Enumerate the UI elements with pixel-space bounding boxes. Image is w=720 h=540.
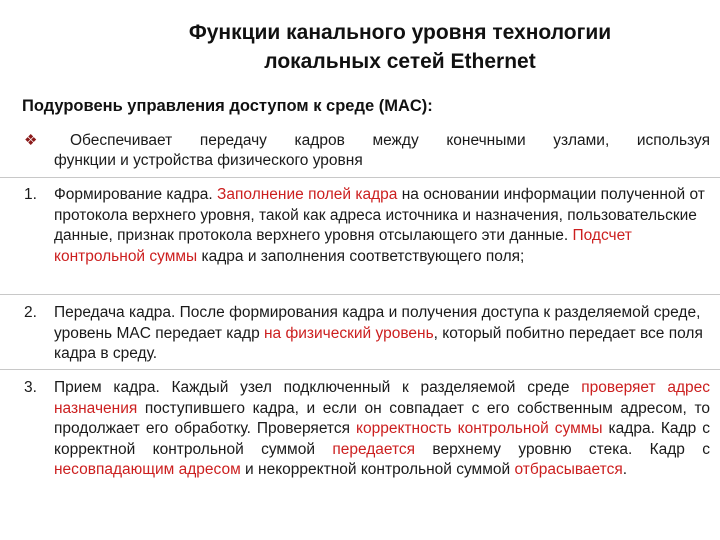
text-segment: на основании информации полученной от протокола верхнего уровня, такой как адреса источника и назначения, пользовательские данные, признак протокола верхнего уровня отсылающего эти данные. [54, 186, 705, 244]
text-segment: Прием кадра. Каждый узел подключенный к разделяемой среде [54, 379, 582, 396]
highlighted-text: передается [332, 440, 416, 458]
bullet-point [24, 131, 710, 171]
separator-line [0, 369, 720, 370]
bullet-text-line2: функции и устройства физического уровня [54, 152, 363, 169]
diamond-bullet-icon: ❖ [24, 132, 38, 149]
text-segment: Передача кадра. После формирования кадра и получения доступа к разделяемой среде, уровень MAC передает кадр [54, 304, 701, 342]
list-item-number: 3. [24, 379, 37, 396]
list-item-1 [24, 185, 710, 267]
highlighted-text: отбрасывается [514, 461, 623, 478]
list-item-number: 1. [24, 186, 37, 203]
text-segment: поступившего кадра, и если он совпадает с его собственным адресом, то продолжает его обработку. Проверяется [54, 399, 710, 437]
text-segment: , который побитно передает все поля кадра в среду. [54, 324, 703, 362]
text-segment: верхнему уровню стека. Кадр с [415, 440, 710, 458]
list-item-text [24, 378, 710, 481]
highlighted-text: несовпадающим адресом [54, 461, 241, 478]
separator-line [0, 177, 720, 178]
list-item-number: 2. [24, 304, 37, 321]
text-segment: Формирование кадра. [54, 186, 218, 203]
list-item-2 [24, 303, 710, 365]
highlighted-text: Заполнение полей кадра [217, 186, 398, 203]
text-segment: кадра и заполнения соответствующего поля; [197, 247, 525, 265]
list-item-text [24, 185, 710, 267]
section-subheading: Подуровень управления доступом к среде (MAC): [22, 97, 433, 115]
slide-title-line2: локальных сетей Ethernet [264, 50, 536, 73]
highlighted-text: на физический уровень [264, 324, 434, 342]
slide-title-line1: Функции канального уровня технологии [188, 21, 612, 44]
text-segment: кадра. Кадр с корректной контрольной суммой [54, 420, 710, 458]
list-item-3 [24, 378, 710, 481]
highlighted-text: корректность контрольной суммы [356, 420, 603, 437]
highlighted-text: проверяет адрес назначения [54, 379, 710, 417]
separator-line [0, 294, 720, 295]
text-segment: и некорректной контрольной суммой [240, 461, 515, 478]
list-item-text [24, 303, 710, 365]
text-segment: . [622, 461, 628, 478]
bullet-text-line1: Обеспечивает передачу кадров между конечными узлами, используя [70, 132, 710, 149]
slide-title [120, 18, 680, 76]
highlighted-text: Подсчет контрольной суммы [54, 227, 632, 265]
